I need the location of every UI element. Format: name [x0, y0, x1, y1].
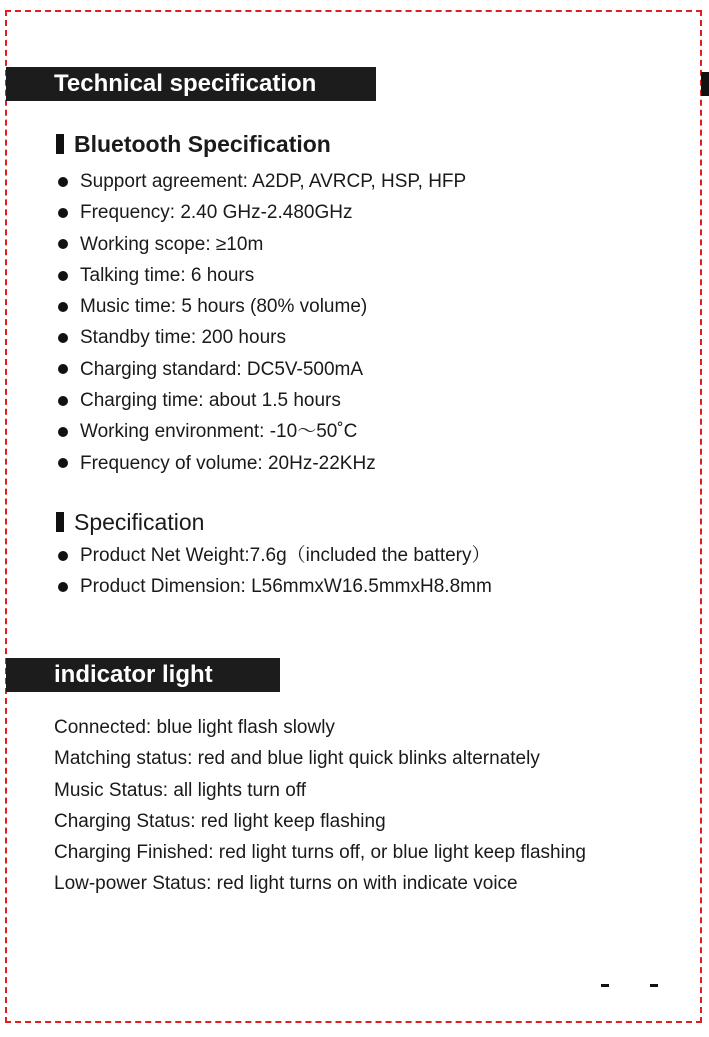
specification-title-text: Specification	[74, 509, 205, 535]
list-item	[58, 385, 466, 416]
list-item	[58, 571, 492, 602]
bluetooth-spec-list	[58, 166, 466, 479]
specification-title	[56, 507, 204, 537]
list-item	[58, 166, 466, 197]
list-item	[58, 197, 466, 228]
list-item	[58, 448, 466, 479]
technical-specification-header: Technical specification	[6, 67, 376, 101]
list-item	[58, 540, 492, 571]
bluetooth-spec-title	[56, 129, 331, 159]
edge-tab-marker	[701, 72, 709, 96]
indicator-line: Matching status: red and blue light quick blinks alternately	[54, 748, 540, 770]
list-item-text: Product Dimension: L56mmxW16.5mmxH8.8mm	[80, 576, 492, 598]
bullet-icon	[58, 302, 68, 312]
bullet-icon	[58, 333, 68, 343]
bullet-icon	[58, 208, 68, 218]
list-item-text: Talking time: 6 hours	[80, 264, 255, 286]
crop-mark-icon	[601, 984, 609, 987]
list-item-text: Support agreement: A2DP, AVRCP, HSP, HFP	[80, 171, 467, 192]
indicator-line: Connected: blue light flash slowly	[54, 717, 335, 738]
indicator-line: Charging Status: red light keep flashing	[54, 810, 386, 832]
specification-list	[58, 540, 492, 603]
crop-mark-icon	[650, 984, 658, 987]
list-item-text: Product Net Weight:7.6g（included the battery）	[80, 545, 491, 566]
list-item-text: Frequency of volume: 20Hz-22KHz	[80, 452, 376, 474]
indicator-light-header: indicator light	[6, 658, 280, 692]
list-item	[58, 416, 466, 447]
bluetooth-spec-title-text: Bluetooth Specification	[74, 131, 331, 157]
section-bar-icon	[56, 512, 64, 532]
bullet-icon	[58, 427, 68, 437]
bullet-icon	[58, 458, 68, 468]
list-item-text: Working environment: -10～50˚C	[80, 421, 358, 443]
list-item-text: Music time: 5 hours (80% volume)	[80, 296, 368, 318]
list-item	[58, 354, 466, 385]
list-item-text: Charging standard: DC5V-500mA	[80, 358, 364, 380]
indicator-line: Music Status: all lights turn off	[54, 779, 307, 801]
bullet-icon	[58, 239, 68, 249]
section-bar-icon	[56, 134, 64, 154]
indicator-line: Low-power Status: red light turns on with indicate voice	[54, 873, 518, 895]
indicator-line: Charging Finished: red light turns off, or blue light keep flashing	[54, 842, 586, 864]
list-item-text: Standby time: 200 hours	[80, 327, 286, 349]
list-item-text: Charging time: about 1.5 hours	[80, 390, 341, 412]
bullet-icon	[58, 582, 68, 592]
list-item-text: Working scope: ≥10m	[80, 233, 264, 255]
list-item	[58, 322, 466, 353]
list-item	[58, 260, 466, 291]
bullet-icon	[58, 364, 68, 374]
list-item	[58, 229, 466, 260]
bullet-icon	[58, 396, 68, 406]
bullet-icon	[58, 177, 68, 187]
bullet-icon	[58, 271, 68, 281]
list-item	[58, 291, 466, 322]
bullet-icon	[58, 551, 68, 561]
list-item-text: Frequency: 2.40 GHz-2.480GHz	[80, 202, 353, 224]
indicator-light-list	[54, 712, 586, 900]
